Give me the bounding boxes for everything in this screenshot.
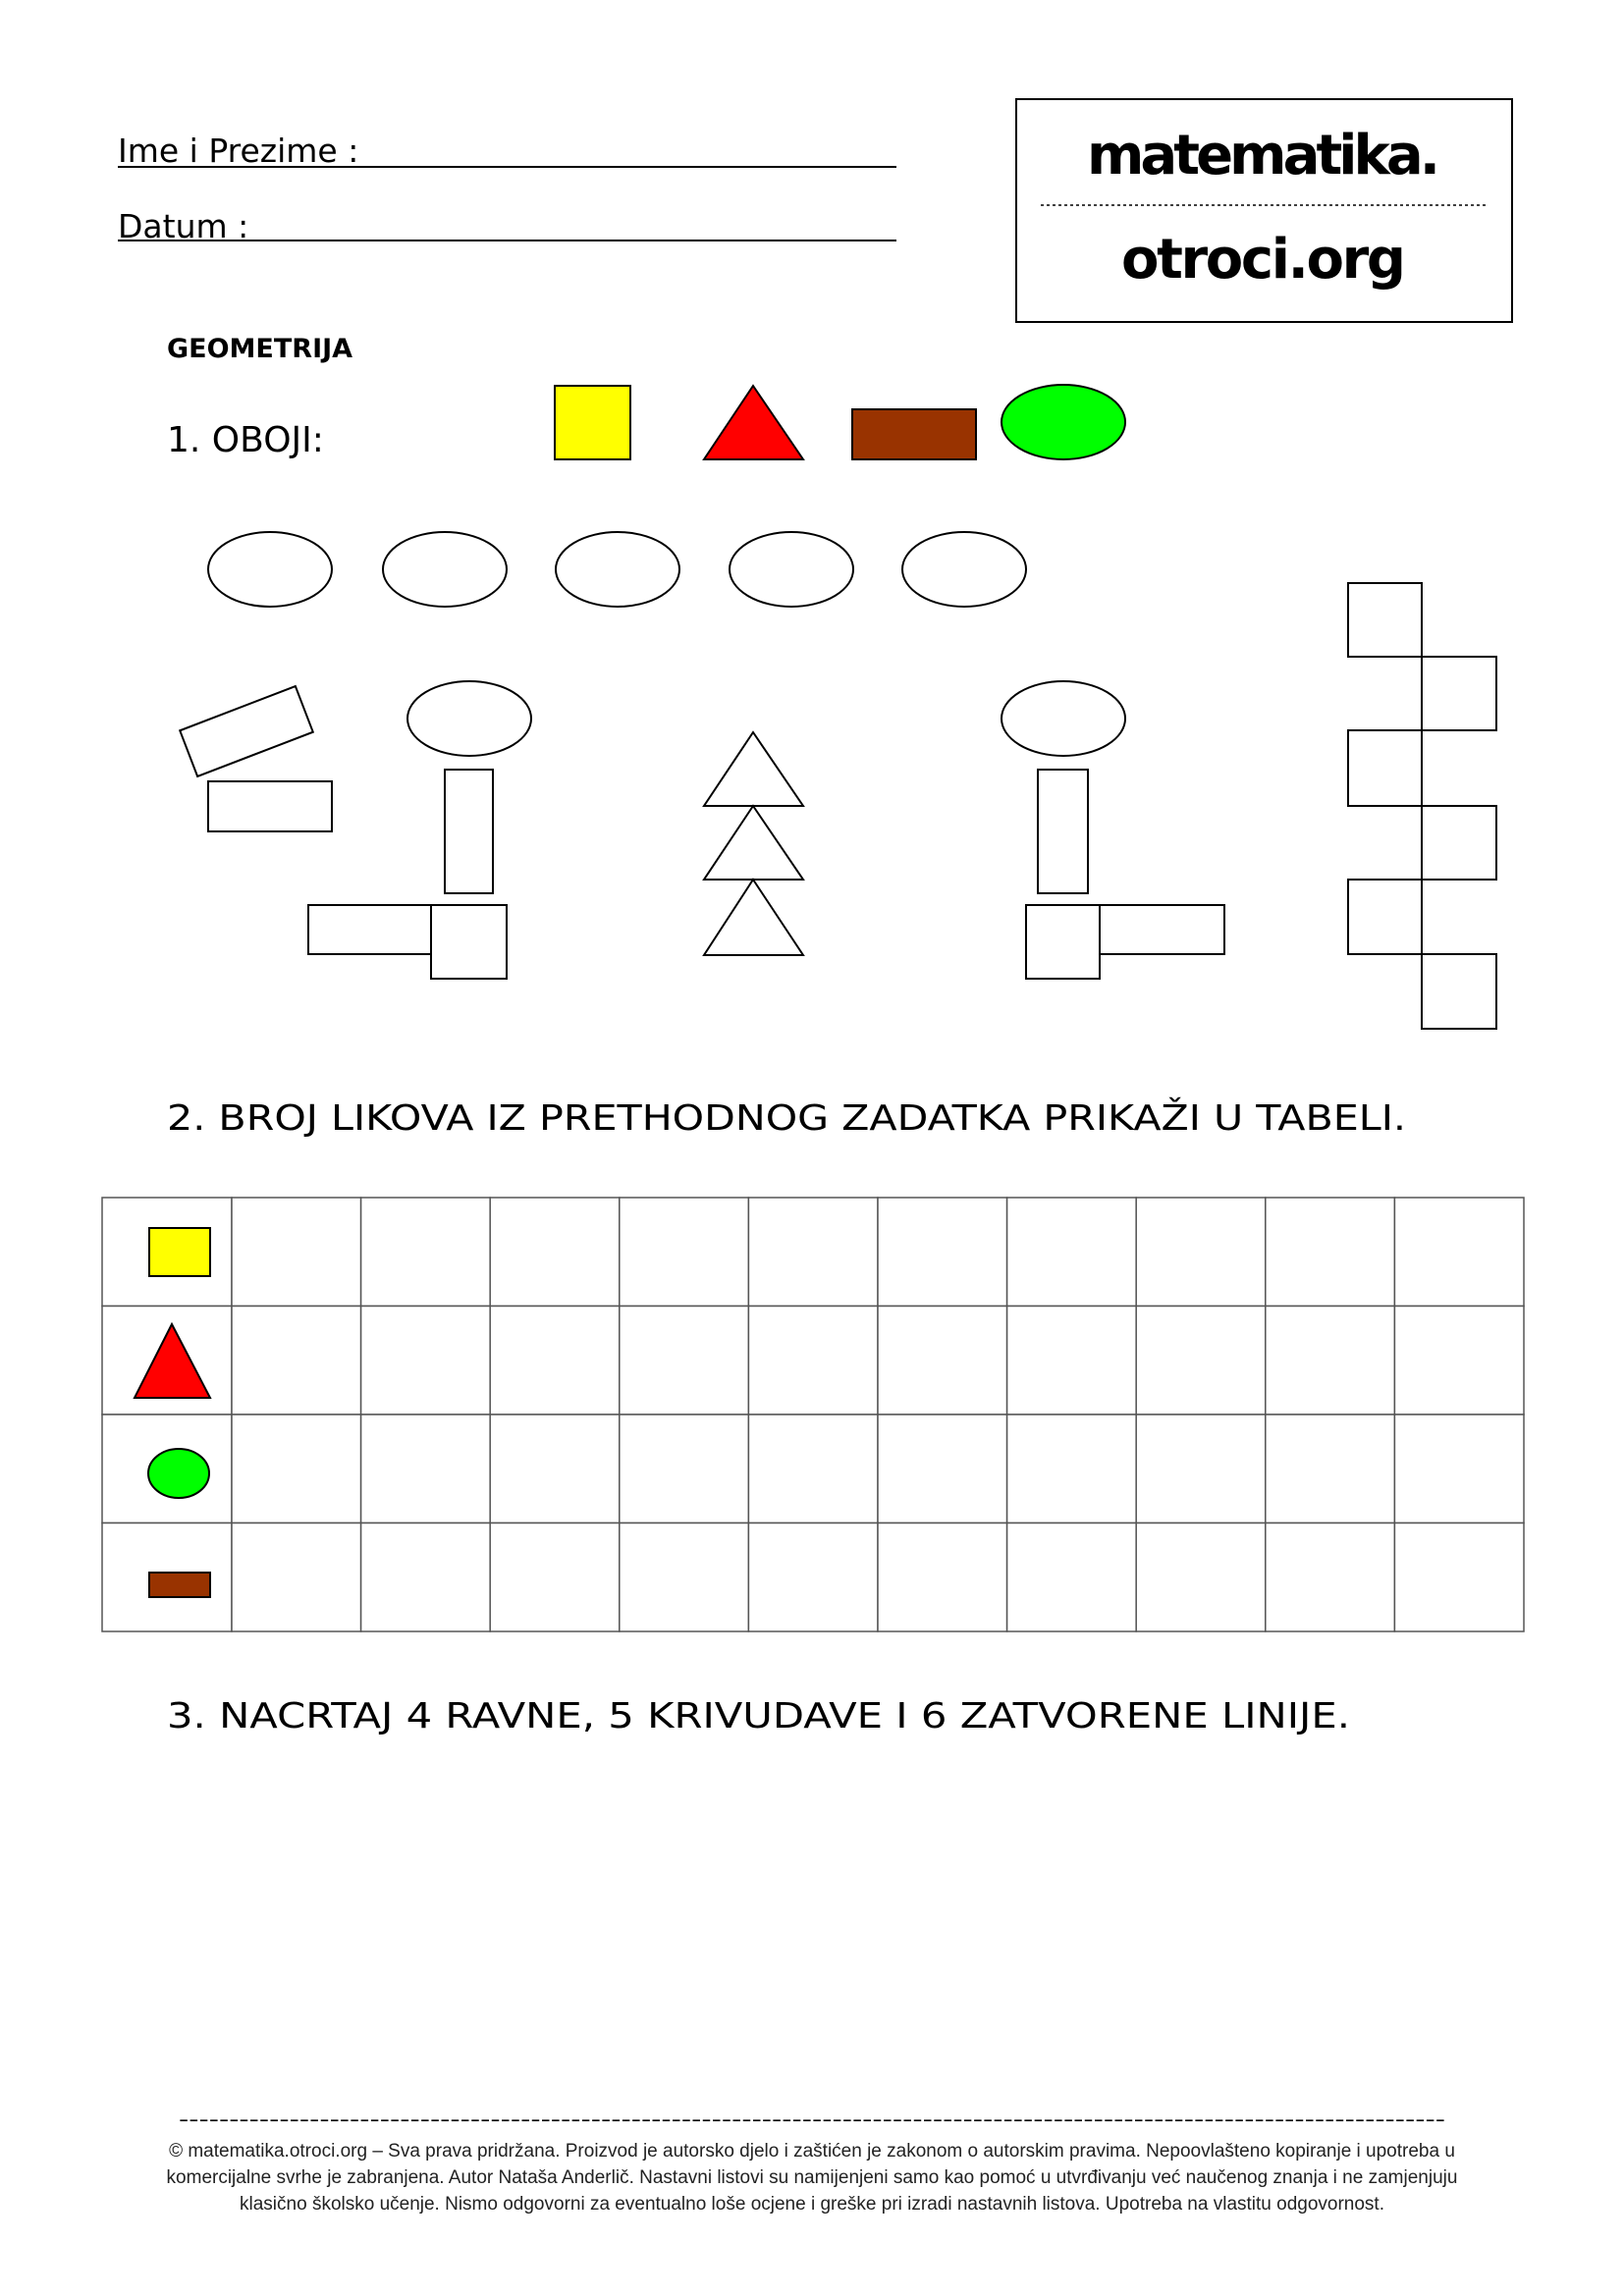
- table-cell[interactable]: [232, 1523, 361, 1632]
- table-cell[interactable]: [361, 1198, 491, 1307]
- rectangle-shape[interactable]: [208, 781, 332, 831]
- table-cell[interactable]: [1266, 1523, 1395, 1632]
- table-cell[interactable]: [232, 1198, 361, 1307]
- rectangle-shape[interactable]: [308, 905, 431, 954]
- table-cell[interactable]: [878, 1307, 1007, 1415]
- ellipse-shape[interactable]: [383, 532, 507, 607]
- footer-line: komercijalne svrhe je zabranjena. Autor Nataša Anderlič. Nastavni listovi su namijenjeni samo kao pomoć u utvrđivanju već naučenog znanja i ne zamjenjuju: [166, 2167, 1458, 2188]
- ellipse-shape[interactable]: [902, 532, 1026, 607]
- table-cell[interactable]: [748, 1415, 878, 1523]
- table-cell[interactable]: [490, 1415, 620, 1523]
- footer-line: klasično školsko učenje. Nismo odgovorni za eventualno loše ocjene i greške pri izradi nastavnih listova. Upotreba na vlastitu odgovornost.: [240, 2194, 1384, 2215]
- brown-rectangle-icon: [852, 409, 976, 459]
- table-cell[interactable]: [620, 1523, 749, 1632]
- footer-line: © matematika.otroci.org – Sva prava pridržana. Proizvod je autorsko djelo i zaštićen je zakonom o autorskim pravima. Nepoovlašteno kopiranje i upotreba u: [169, 2141, 1455, 2162]
- table-cell[interactable]: [1394, 1523, 1524, 1632]
- square-shape[interactable]: [1422, 806, 1496, 880]
- rectangle-shape[interactable]: [180, 686, 313, 776]
- table-cell[interactable]: [1136, 1307, 1266, 1415]
- table-cell[interactable]: [490, 1523, 620, 1632]
- green-ellipse-icon: [1001, 385, 1125, 459]
- ellipse-shape[interactable]: [556, 532, 679, 607]
- table-cell[interactable]: [1394, 1307, 1524, 1415]
- table-cell[interactable]: [1266, 1307, 1395, 1415]
- table-cell[interactable]: [1007, 1307, 1137, 1415]
- triangle-shape[interactable]: [704, 880, 803, 955]
- table-cell[interactable]: [490, 1307, 620, 1415]
- table-cell[interactable]: [1136, 1198, 1266, 1307]
- table-cell[interactable]: [232, 1307, 361, 1415]
- yellow-square-icon: [555, 386, 630, 459]
- green-ellipse-icon: [148, 1449, 209, 1498]
- table-cell[interactable]: [1266, 1198, 1395, 1307]
- brown-rectangle-icon: [149, 1573, 210, 1597]
- task2-label: 2. BROJ LIKOVA IZ PRETHODNOG ZADATKA PRIKAŽI U TABELI.: [167, 1098, 1250, 1139]
- table-cell[interactable]: [620, 1307, 749, 1415]
- footer-copyright: [0, 2138, 1624, 2217]
- section-title: GEOMETRIJA: [167, 334, 353, 364]
- triangle-shape[interactable]: [704, 806, 803, 880]
- square-shape[interactable]: [1348, 880, 1422, 954]
- logo-line1: matematika.: [1087, 124, 1440, 187]
- count-table: [102, 1198, 1524, 1631]
- table-cell[interactable]: [1266, 1415, 1395, 1523]
- rectangle-shape[interactable]: [445, 770, 493, 893]
- table-cell[interactable]: [490, 1198, 620, 1307]
- ellipse-shape[interactable]: [730, 532, 853, 607]
- table-cell[interactable]: [748, 1307, 878, 1415]
- table-cell[interactable]: [878, 1523, 1007, 1632]
- table-cell[interactable]: [1394, 1415, 1524, 1523]
- logo: [1016, 99, 1512, 322]
- task1-label: 1. OBOJI:: [167, 420, 324, 460]
- table-cell[interactable]: [232, 1415, 361, 1523]
- ellipse-shape[interactable]: [1001, 681, 1125, 756]
- table-cell[interactable]: [748, 1198, 878, 1307]
- square-shape[interactable]: [1422, 954, 1496, 1029]
- table-cell[interactable]: [1007, 1523, 1137, 1632]
- table-cell[interactable]: [361, 1415, 491, 1523]
- table-cell[interactable]: [1136, 1415, 1266, 1523]
- shapes-to-color: [180, 532, 1496, 1029]
- rectangle-shape[interactable]: [1100, 905, 1224, 954]
- name-label: Ime i Prezime :: [118, 132, 359, 170]
- square-shape[interactable]: [431, 905, 507, 979]
- table-cell[interactable]: [878, 1415, 1007, 1523]
- footer-divider: ------------------------------------------------------------------------------------------------------------------------------: [179, 2108, 1445, 2131]
- rectangle-shape[interactable]: [1038, 770, 1088, 893]
- table-cell[interactable]: [361, 1307, 491, 1415]
- table-cell[interactable]: [1136, 1523, 1266, 1632]
- red-triangle-icon: [704, 386, 803, 459]
- ellipse-shape[interactable]: [208, 532, 332, 607]
- table-cell[interactable]: [361, 1523, 491, 1632]
- logo-line2: otroci.org: [1121, 228, 1406, 292]
- triangle-shape[interactable]: [704, 732, 803, 806]
- square-shape[interactable]: [1348, 583, 1422, 657]
- table-cell[interactable]: [1007, 1198, 1137, 1307]
- square-shape[interactable]: [1348, 730, 1422, 806]
- table-cell[interactable]: [620, 1198, 749, 1307]
- date-label: Datum :: [118, 207, 249, 245]
- table-cell[interactable]: [748, 1523, 878, 1632]
- task3-label: 3. NACRTAJ 4 RAVNE, 5 KRIVUDAVE I 6 ZATVORENE LINIJE.: [167, 1696, 1350, 1736]
- table-cell[interactable]: [1007, 1415, 1137, 1523]
- ellipse-shape[interactable]: [407, 681, 531, 756]
- yellow-square-icon: [149, 1228, 210, 1276]
- table-cell[interactable]: [1394, 1198, 1524, 1307]
- square-shape[interactable]: [1026, 905, 1100, 979]
- color-legend: [555, 385, 1125, 459]
- table-cell[interactable]: [620, 1415, 749, 1523]
- square-shape[interactable]: [1422, 657, 1496, 730]
- table-cell[interactable]: [878, 1198, 1007, 1307]
